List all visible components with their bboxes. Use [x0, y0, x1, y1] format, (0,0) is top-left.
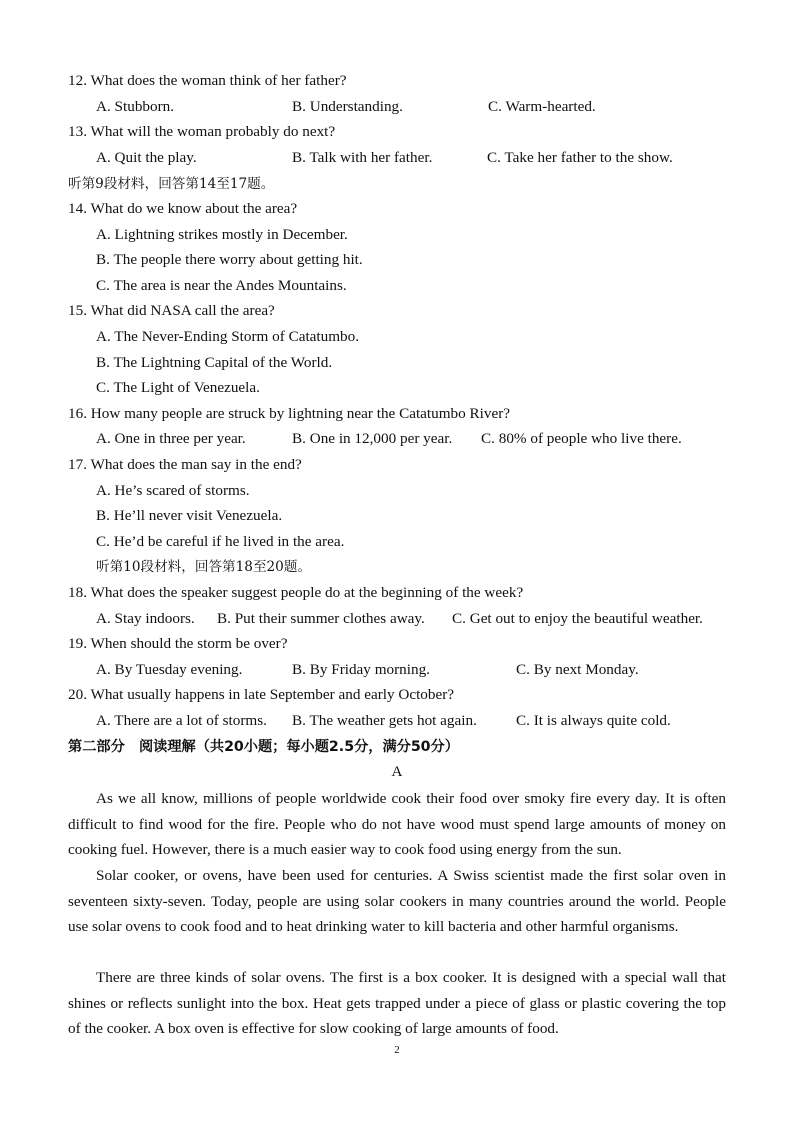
question-17-option-b: B. He’ll never visit Venezuela. — [96, 507, 283, 524]
question-19-stem: 19. When should the storm be over? — [68, 635, 288, 652]
question-14-stem: 14. What do we know about the area? — [68, 200, 298, 217]
question-12-stem: 12. What does the woman think of her father? — [68, 72, 347, 89]
question-15-stem: 15. What did NASA call the area? — [68, 302, 275, 319]
passage-label: A — [391, 763, 403, 780]
question-19-option-c: C. By next Monday. — [516, 661, 639, 678]
question-19-option-a: A. By Tuesday evening. — [96, 661, 243, 678]
question-12-option-a: A. Stubborn. — [96, 98, 175, 115]
question-15-option-a: A. The Never-Ending Storm of Catatumbo. — [96, 328, 360, 345]
passage-paragraph-2: Solar cooker, or ovens, have been used for centuries. A Swiss scientist made the first solar oven in seventeen sixty-seven. Today, people are using solar cookers in many countries around the world. People use solar ovens to cook food and to heat drinking water to kill bacteria and other harmful organisms. — [68, 867, 726, 935]
question-14-option-b: B. The people there worry about getting hit. — [96, 251, 363, 268]
passage-paragraph-3: There are three kinds of solar ovens. The first is a box cooker. It is designed with a special wall that shines or reflects sunlight into the box. Heat gets trapped under a piece of glass or plastic covering the top of the cooker. A box oven is effective for slow cooking of large amounts of food. — [68, 969, 726, 1037]
question-20-option-a: A. There are a lot of storms. — [96, 712, 267, 729]
question-18-option-c: C. Get out to enjoy the beautiful weather. — [452, 610, 703, 627]
question-13-stem: 13. What will the woman probably do next? — [68, 123, 336, 140]
question-16-option-b: B. One in 12,000 per year. — [292, 430, 453, 447]
question-16-stem: 16. How many people are struck by lightning near the Catatumbo River? — [68, 405, 511, 422]
question-17-stem: 17. What does the man say in the end? — [68, 456, 302, 473]
instruction-material-9: 听第9段材料，回答第14至17题。 — [68, 176, 275, 192]
question-17-option-a: A. He’s scared of storms. — [96, 482, 250, 499]
question-13-option-c: C. Take her father to the show. — [487, 149, 673, 166]
question-14-option-c: C. The area is near the Andes Mountains. — [96, 277, 347, 294]
question-15-option-b: B. The Lightning Capital of the World. — [96, 354, 333, 371]
question-15-option-c: C. The Light of Venezuela. — [96, 379, 260, 396]
passage-paragraph-1: As we all know, millions of people worldwide cook their food over smoky fire every day. It is often difficult to find wood for the fire. People who do not have wood must spend large amounts of money on cooking fuel. However, there is a much easier way to cook food using energy from the sun. — [68, 790, 726, 858]
question-20-option-b: B. The weather gets hot again. — [292, 712, 477, 729]
question-13-option-a: A. Quit the play. — [96, 149, 197, 166]
question-18-option-b: B. Put their summer clothes away. — [217, 610, 425, 627]
question-12-option-b: B. Understanding. — [292, 98, 403, 115]
question-16-option-c: C. 80% of people who live there. — [481, 430, 682, 447]
question-19-option-b: B. By Friday morning. — [292, 661, 430, 678]
question-12-option-c: C. Warm-hearted. — [488, 98, 596, 115]
question-17-option-c: C. He’d be careful if he lived in the area. — [96, 533, 345, 550]
question-16-option-a: A. One in three per year. — [96, 430, 246, 447]
question-20-option-c: C. It is always quite cold. — [516, 712, 671, 729]
question-18-stem: 18. What does the speaker suggest people do at the beginning of the week? — [68, 584, 524, 601]
instruction-material-10: 听第10段材料，回答第18至20题。 — [96, 559, 312, 575]
section-heading: 第二部分 阅读理解（共20小题；每小题2.5分，满分50分） — [68, 739, 459, 755]
question-20-stem: 20. What usually happens in late September and early October? — [68, 686, 455, 703]
page-number: 2 — [394, 1044, 400, 1056]
question-18-option-a: A. Stay indoors. — [96, 610, 195, 627]
question-14-option-a: A. Lightning strikes mostly in December. — [96, 226, 348, 243]
question-13-option-b: B. Talk with her father. — [292, 149, 433, 166]
